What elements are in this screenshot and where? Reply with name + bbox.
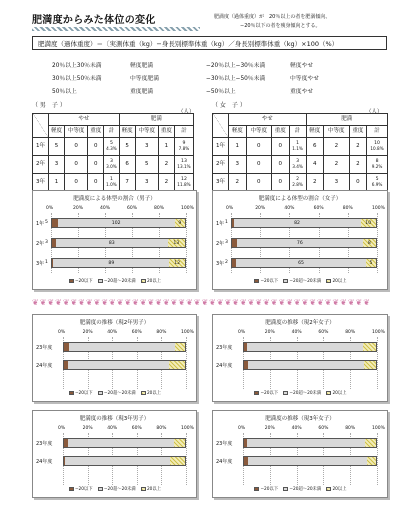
bar-segment-over: 8 <box>363 239 376 247</box>
criteria-label: 中等度肥満 <box>130 76 159 82</box>
definition-note-1: 肥満度（過体重度）が 20％以上の者を肥満傾向、 <box>214 14 331 20</box>
grade3-boys-trend-chart <box>32 410 197 498</box>
col-header: 重度 <box>158 126 174 138</box>
data-label-under: 3 <box>45 240 48 245</box>
table-cell: 2 <box>349 138 367 156</box>
total-percent: 10.8% <box>370 145 384 151</box>
chart-legend <box>33 390 196 396</box>
legend-label: −20以下 <box>260 279 283 284</box>
legend-swatch-under <box>254 487 259 491</box>
bar-segment-over: 5 <box>366 259 376 267</box>
x-tick-label: 20% <box>264 330 275 335</box>
category-label: 2年 <box>36 241 45 247</box>
stacked-bar <box>63 342 186 352</box>
total-percent: 9.2% <box>371 163 383 169</box>
col-header: 重度 <box>349 126 367 138</box>
legend-swatch-under <box>69 487 74 491</box>
bar-segment-over <box>175 343 185 351</box>
criteria-label: 重度肥満 <box>130 89 154 95</box>
table-cell: 5 <box>119 138 135 156</box>
gridline <box>377 213 378 273</box>
stacked-bar <box>243 360 377 370</box>
col-header: 計 <box>289 126 306 138</box>
bar-segment-over: 10 <box>361 219 376 227</box>
category-label: 24年度 <box>36 363 53 369</box>
row-header: 3年 <box>33 174 49 192</box>
table-cell: 0 <box>88 138 104 156</box>
girls-body-type-chart <box>212 190 388 290</box>
legend-label: −20以下 <box>74 487 97 492</box>
table-cell: 5 <box>49 138 65 156</box>
gridline <box>377 337 378 389</box>
table-cell <box>289 156 306 174</box>
table-cell: 7 <box>119 174 135 192</box>
table-cell: 0 <box>246 156 272 174</box>
table-cell <box>367 156 388 174</box>
x-tick-label: 0% <box>238 426 246 431</box>
x-tick-label: 80% <box>342 206 353 211</box>
stacked-bar <box>63 360 186 370</box>
total-percent: 1.1% <box>292 145 303 151</box>
col-header: 計 <box>104 126 119 138</box>
category-label: 23年度 <box>36 345 53 351</box>
table-cell: 2 <box>324 138 350 156</box>
boys-body-type-chart <box>32 190 197 290</box>
col-header: 軽度 <box>229 126 247 138</box>
chart-legend <box>213 278 387 284</box>
total-count: 2 <box>296 177 300 183</box>
legend-swatch-under <box>69 391 74 395</box>
corner-cell <box>213 114 229 138</box>
table-cell <box>104 138 119 156</box>
legend-label: −20以下 <box>74 391 97 396</box>
legend-label: −20超〜20未満 <box>103 391 140 396</box>
table-cell: 2 <box>349 156 367 174</box>
legend-label: 20以上 <box>332 279 351 284</box>
col-header: 計 <box>367 126 388 138</box>
total-count: 12 <box>181 177 187 183</box>
legend-swatch-normal <box>98 487 103 491</box>
x-tick-label: 40% <box>107 426 118 431</box>
table-cell: 3 <box>135 138 158 156</box>
legend-label: −20超〜20未満 <box>289 279 326 284</box>
total-count: 1 <box>109 177 113 183</box>
total-percent: 6.9% <box>371 181 383 187</box>
col-header-himan: 肥満 <box>119 114 193 126</box>
bar-segment-over <box>364 361 376 369</box>
category-label: 1年 <box>36 221 45 227</box>
gridline <box>186 213 187 273</box>
bar-segment-normal: 82 <box>234 219 361 227</box>
x-tick-label: 80% <box>345 330 356 335</box>
total-count: 8 <box>375 159 379 165</box>
x-tick-label: 20% <box>82 330 93 335</box>
table-cell: 0 <box>246 174 272 192</box>
table-cell <box>367 138 388 156</box>
criteria-label: 軽度やせ <box>290 63 314 69</box>
col-header-yase: やせ <box>49 114 120 126</box>
legend-swatch-over <box>326 391 331 395</box>
x-tick-label: 60% <box>313 206 324 211</box>
bar-segment-normal: 89 <box>53 259 169 267</box>
x-tick-label: 0% <box>58 426 66 431</box>
girls-section-label: （ 女 子 ） <box>212 102 246 109</box>
legend-label: −20以下 <box>260 391 283 396</box>
chart-legend <box>213 486 387 492</box>
category-label: 23年度 <box>216 441 233 447</box>
category-label: 1年 <box>216 221 225 227</box>
table-cell: 2 <box>158 174 174 192</box>
bar-segment-over: 9 <box>175 219 185 227</box>
table-cell <box>289 174 306 192</box>
table-cell: 1 <box>158 138 174 156</box>
x-tick-label: 20% <box>255 206 266 211</box>
bar-segment-normal <box>68 439 174 447</box>
bar-segment-over <box>365 439 376 447</box>
total-percent: 4.3% <box>106 145 117 151</box>
table-cell <box>289 138 306 156</box>
category-label: 23年度 <box>36 441 53 447</box>
legend-label: 20以上 <box>332 487 351 492</box>
x-tick-label: 100% <box>372 426 385 431</box>
row-header: 2年 <box>33 156 49 174</box>
total-count: 3 <box>296 159 300 165</box>
x-tick-label: 0% <box>226 206 234 211</box>
category-label: 24年度 <box>216 363 233 369</box>
bar-segment-normal <box>247 439 366 447</box>
x-tick-label: 60% <box>131 426 142 431</box>
data-label-under: 1 <box>45 260 48 265</box>
x-tick-label: 100% <box>372 330 385 335</box>
total-percent: 11.8% <box>177 181 191 187</box>
table-cell: 3 <box>49 156 65 174</box>
chart-title: 肥満度の推移（現3年女子） <box>265 416 335 422</box>
criteria-range: 30％以上50％未満 <box>52 76 102 82</box>
table-cell: 6 <box>119 156 135 174</box>
stacked-bar <box>231 218 377 228</box>
table-cell: 2 <box>324 156 350 174</box>
x-tick-label: 40% <box>284 206 295 211</box>
category-label: 24年度 <box>36 459 53 465</box>
col-header: 中等度 <box>246 126 272 138</box>
category-label: 24年度 <box>216 459 233 465</box>
corner-cell <box>33 114 49 138</box>
legend-label: −20超〜20未満 <box>289 391 326 396</box>
chart-legend <box>213 390 387 396</box>
bar-segment-over <box>363 343 376 351</box>
table-cell <box>174 138 193 156</box>
col-header-himan: 肥満 <box>306 114 387 126</box>
grade2-boys-trend-chart <box>32 314 197 402</box>
table-cell <box>174 156 193 174</box>
total-count: 5 <box>375 177 379 183</box>
legend-swatch-normal <box>98 391 103 395</box>
legend-label: 20以上 <box>146 391 166 396</box>
legend-label: −20超〜20未満 <box>103 279 140 284</box>
x-tick-label: 80% <box>156 426 167 431</box>
gridline <box>186 337 187 389</box>
x-tick-label: 40% <box>291 426 302 431</box>
table-cell: 0 <box>64 138 87 156</box>
total-percent: 13.1% <box>177 163 191 169</box>
x-tick-label: 20% <box>82 426 93 431</box>
table-cell: 6 <box>306 138 324 156</box>
bar-segment-normal: 83 <box>56 239 168 247</box>
x-tick-label: 60% <box>127 206 138 211</box>
criteria-range: 20％以上30％未満 <box>52 63 102 69</box>
category-label: 3年 <box>216 261 225 267</box>
total-percent: 7.8% <box>178 145 190 151</box>
legend-swatch-over <box>326 487 331 491</box>
total-count: 9 <box>182 141 186 147</box>
x-tick-label: 60% <box>318 426 329 431</box>
col-header: 中等度 <box>64 126 87 138</box>
chart-title: 肥満度による体型の割合（男子） <box>73 196 156 202</box>
bar-segment-normal: 102 <box>58 219 175 227</box>
legend-swatch-normal <box>283 279 288 283</box>
legend-label: −20超〜20未満 <box>103 487 140 492</box>
legend-swatch-normal <box>98 279 103 283</box>
legend-label: 20以上 <box>146 279 166 284</box>
col-header: 重度 <box>272 126 290 138</box>
data-label-under: 3 <box>225 240 228 245</box>
criteria-range: 50％以上 <box>52 89 77 95</box>
x-tick-label: 0% <box>238 330 246 335</box>
gridline <box>186 433 187 485</box>
category-label: 3年 <box>36 261 45 267</box>
col-header: 中等度 <box>324 126 350 138</box>
col-header: 軽度 <box>306 126 324 138</box>
total-percent: 3.4% <box>292 163 303 169</box>
legend-swatch-over <box>326 279 331 283</box>
x-tick-label: 60% <box>131 330 142 335</box>
bar-segment-normal <box>247 343 363 351</box>
criteria-label: 軽度肥満 <box>130 63 154 69</box>
table-cell <box>104 174 119 192</box>
x-tick-label: 80% <box>345 426 356 431</box>
col-header-yase: やせ <box>229 114 307 126</box>
legend-swatch-over <box>141 279 146 283</box>
x-tick-label: 100% <box>181 330 194 335</box>
table-cell: 0 <box>64 156 87 174</box>
stacked-bar <box>243 456 377 466</box>
table-cell: 0 <box>64 174 87 192</box>
total-percent: 1.0% <box>106 181 117 187</box>
total-count: 1 <box>296 141 300 147</box>
formula-box: 肥満度（過体重度）＝〔実測体重（kg）−身長別標準体重（kg）／身長別標準体重（kg）×100（%） <box>32 36 387 50</box>
row-header: 3年 <box>213 174 229 192</box>
stacked-bar <box>63 438 186 448</box>
col-header: 計 <box>174 126 193 138</box>
x-tick-label: 100% <box>181 206 194 211</box>
bar-segment-over <box>169 361 185 369</box>
legend-swatch-under <box>254 279 259 283</box>
row-header: 2年 <box>213 156 229 174</box>
total-count: 3 <box>109 159 113 165</box>
legend-swatch-over <box>141 487 146 491</box>
col-header: 軽度 <box>49 126 65 138</box>
table-cell: 0 <box>272 156 290 174</box>
gridline <box>377 433 378 485</box>
table-cell: 0 <box>88 156 104 174</box>
table-cell: 3 <box>324 174 350 192</box>
col-header: 重度 <box>88 126 104 138</box>
bar-segment-normal <box>248 457 367 465</box>
table-cell: 4 <box>306 156 324 174</box>
legend-swatch-normal <box>283 391 288 395</box>
table-cell: 0 <box>349 174 367 192</box>
stacked-bar <box>231 238 377 248</box>
x-tick-label: 80% <box>154 206 165 211</box>
stacked-bar <box>51 238 186 248</box>
table-cell: 0 <box>246 138 272 156</box>
row-header: 1年 <box>213 138 229 156</box>
table-cell <box>174 174 193 192</box>
col-header: 軽度 <box>119 126 135 138</box>
chart-title: 肥満度の推移（現2年女子） <box>265 320 335 326</box>
x-tick-label: 20% <box>73 206 84 211</box>
bar-segment-normal <box>68 361 170 369</box>
table-cell <box>367 174 388 192</box>
bar-segment-over: 12 <box>169 259 185 267</box>
data-label-under: 5 <box>45 220 48 225</box>
criteria-label: 中等度やせ <box>290 76 319 82</box>
table-cell: 2 <box>306 174 324 192</box>
legend-label: −20以下 <box>74 279 97 284</box>
x-tick-label: 20% <box>264 426 275 431</box>
legend-swatch-over <box>141 391 146 395</box>
category-label: 23年度 <box>216 345 233 351</box>
stacked-bar <box>243 438 377 448</box>
table-cell: 1 <box>49 174 65 192</box>
x-tick-label: 60% <box>318 330 329 335</box>
x-tick-label: 80% <box>156 330 167 335</box>
table-cell: 3 <box>135 174 158 192</box>
table-cell: 2 <box>158 156 174 174</box>
bar-segment-normal <box>248 361 364 369</box>
x-tick-label: 0% <box>46 206 54 211</box>
bar-segment-over <box>367 457 376 465</box>
chart-title: 肥満度による体型の割合（女子） <box>258 196 342 202</box>
total-count: 13 <box>181 159 187 165</box>
title-underline <box>32 27 200 31</box>
total-count: 5 <box>109 141 113 147</box>
legend-label: −20以下 <box>260 487 283 492</box>
table-cell: 1 <box>229 138 247 156</box>
x-tick-label: 100% <box>372 206 385 211</box>
row-header: 1年 <box>33 138 49 156</box>
total-percent: 3.0% <box>106 163 117 169</box>
table-cell: 0 <box>272 138 290 156</box>
x-tick-label: 0% <box>58 330 66 335</box>
bar-segment-normal: 65 <box>236 259 366 267</box>
page-title: 肥満度からみた体位の変化 <box>32 15 156 26</box>
chart-title: 肥満度の推移（現2年男子） <box>79 320 150 326</box>
bar-segment-over <box>174 439 185 447</box>
legend-swatch-normal <box>283 487 288 491</box>
x-tick-label: 100% <box>181 426 194 431</box>
x-tick-label: 40% <box>291 330 302 335</box>
chart-title: 肥満度の推移（現3年男子） <box>79 416 150 422</box>
total-count: 10 <box>374 141 380 147</box>
table-cell: 0 <box>272 174 290 192</box>
bar-segment-over <box>170 457 185 465</box>
legend-label: 20以上 <box>146 487 166 492</box>
bar-segment-normal: 76 <box>237 239 363 247</box>
girls-unit-label: （人） <box>366 109 383 115</box>
data-label-under: 2 <box>225 260 228 265</box>
criteria-range: −20％以上−30％未満 <box>206 63 266 69</box>
col-header: 中等度 <box>135 126 158 138</box>
definition-note-2: −20％以下の者を痩身傾向とする。 <box>240 23 321 29</box>
table-cell: 0 <box>88 174 104 192</box>
x-tick-label: 40% <box>107 330 118 335</box>
chart-legend <box>33 278 196 284</box>
stacked-bar <box>63 456 186 466</box>
bar-segment-over: 13 <box>168 239 185 247</box>
boys-unit-label: （人） <box>178 109 195 115</box>
data-label-under: 1 <box>225 220 228 225</box>
stacked-bar <box>51 258 186 268</box>
x-tick-label: 40% <box>100 206 111 211</box>
girls-table <box>212 113 388 192</box>
legend-label: −20超〜20未満 <box>289 487 326 492</box>
stacked-bar <box>51 218 186 228</box>
ribbon-divider: ❦❦❦❦❦❦❦❦❦❦❦❦❦❦❦❦❦❦❦❦❦❦❦❦❦❦❦❦❦❦❦❦❦❦❦❦❦❦❦❦❦❦❦❦ <box>32 298 371 307</box>
table-cell: 5 <box>135 156 158 174</box>
boys-table <box>32 113 194 192</box>
stacked-bar <box>243 342 377 352</box>
criteria-range: −30％以上−50％未満 <box>206 76 266 82</box>
total-percent: 2.8% <box>292 181 303 187</box>
table-cell <box>104 156 119 174</box>
bar-segment-normal <box>69 343 175 351</box>
stacked-bar <box>231 258 377 268</box>
bar-segment-normal <box>65 457 170 465</box>
legend-label: 20以上 <box>332 391 351 396</box>
criteria-label: 重度やせ <box>290 89 314 95</box>
table-cell: 3 <box>229 156 247 174</box>
category-label: 2年 <box>216 241 225 247</box>
table-cell: 2 <box>229 174 247 192</box>
criteria-range: −50％以上 <box>206 89 236 95</box>
boys-section-label: （ 男 子 ） <box>32 102 66 109</box>
chart-legend <box>33 486 196 492</box>
legend-swatch-under <box>254 391 259 395</box>
grade2-girls-trend-chart <box>212 314 388 402</box>
legend-swatch-under <box>69 279 74 283</box>
grade3-girls-trend-chart <box>212 410 388 498</box>
